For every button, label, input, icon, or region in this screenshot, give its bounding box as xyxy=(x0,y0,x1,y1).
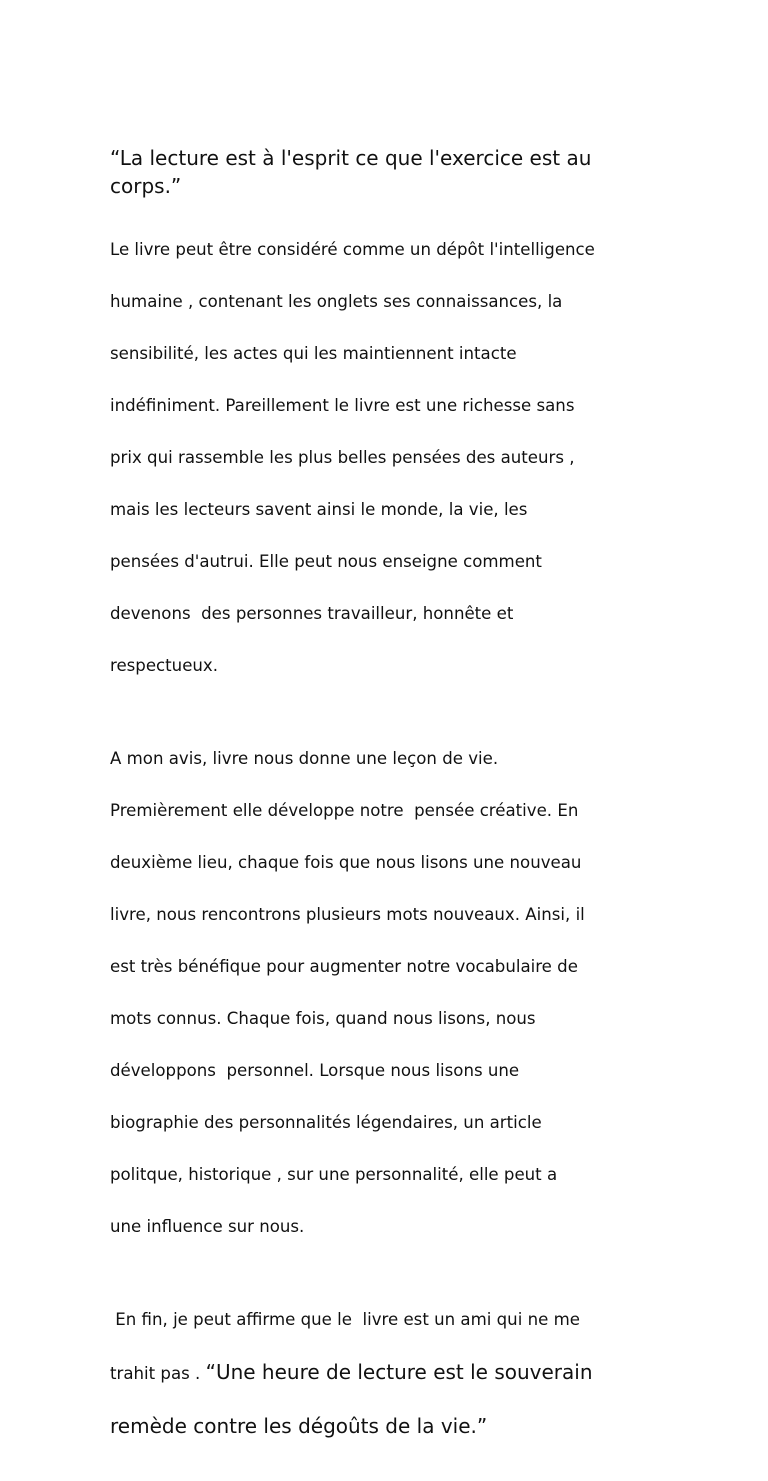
paragraph-2 xyxy=(110,720,730,1266)
paragraph-line: biographie des personnalités légendaires, un article xyxy=(110,1113,542,1132)
paragraph-line: humaine , contenant les onglets ses connaissances, la xyxy=(110,292,563,311)
document-page xyxy=(110,144,730,1481)
paragraph-line: est très bénéfique pour augmenter notre vocabulaire de xyxy=(110,957,578,976)
heading-quote-line: “La lecture est à l'esprit ce que l'exercice est au xyxy=(110,146,592,170)
paragraph-3 xyxy=(110,1281,730,1466)
paragraph-line: Le livre peut être considéré comme un dépôt l'intelligence xyxy=(110,240,595,259)
paragraph-line: mots connus. Chaque fois, quand nous lisons, nous xyxy=(110,1009,536,1028)
paragraph-line: Premièrement elle développe notre pensée créative. En xyxy=(110,801,579,820)
closing-quote-end: remède contre les dégoûts de la vie.” xyxy=(110,1414,488,1438)
paragraph-line: En fin, je peut affirme que le livre est un ami qui ne me xyxy=(110,1310,580,1329)
paragraph-line: politque, historique , sur une personnalité, elle peut a xyxy=(110,1165,558,1184)
heading-quote xyxy=(110,144,730,200)
paragraph-line: mais les lecteurs savent ainsi le monde, la vie, les xyxy=(110,500,528,519)
paragraph-line: développons personnel. Lorsque nous lisons une xyxy=(110,1061,520,1080)
paragraph-line: indéfiniment. Pareillement le livre est une richesse sans xyxy=(110,396,575,415)
paragraph-line: sensibilité, les actes qui les maintiennent intacte xyxy=(110,344,517,363)
closing-quote-start: “Une heure de lecture est le souverain xyxy=(205,1360,593,1384)
paragraph-line: pensées d'autrui. Elle peut nous enseigne comment xyxy=(110,552,542,571)
paragraph-line: respectueux. xyxy=(110,656,219,675)
paragraph-line-mixed xyxy=(110,1359,730,1387)
paragraph-line: deuxième lieu, chaque fois que nous lisons une nouveau xyxy=(110,853,582,872)
paragraph-1 xyxy=(110,211,730,705)
paragraph-line: prix qui rassemble les plus belles pensées des auteurs , xyxy=(110,448,575,467)
paragraph-line: A mon avis, livre nous donne une leçon de vie. xyxy=(110,749,499,768)
paragraph-line: devenons des personnes travailleur, honnête et xyxy=(110,604,514,623)
heading-quote-line: corps.” xyxy=(110,174,182,198)
paragraph-text-small: trahit pas . xyxy=(110,1364,206,1383)
paragraph-line: une influence sur nous. xyxy=(110,1217,305,1236)
paragraph-line: livre, nous rencontrons plusieurs mots nouveaux. Ainsi, il xyxy=(110,905,585,924)
